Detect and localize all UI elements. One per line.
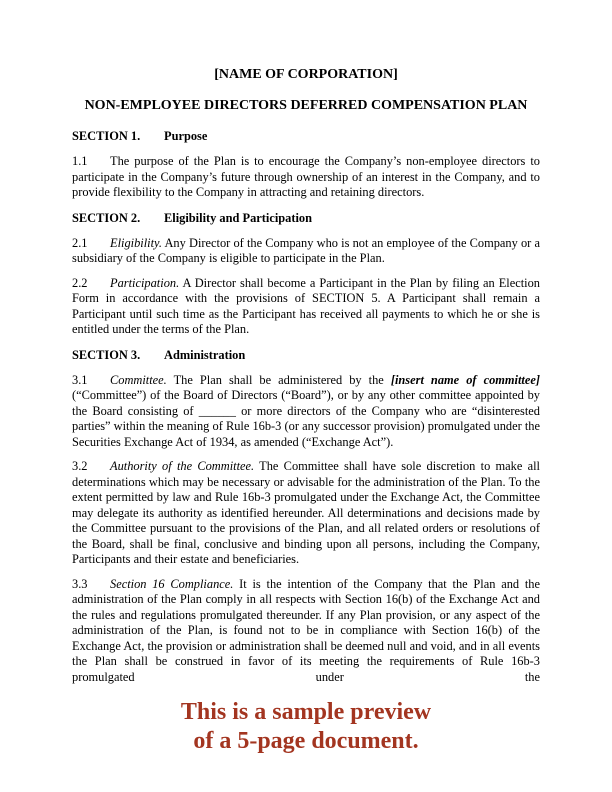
paragraph-2-2-text: A Director shall become a Participant in the Plan by filing an Election Form in accordance with the provisions of SECTION 5. A Participant shall remain a Participant until such time as the Participant has received all payments to which he or she is entitled under the terms of the Plan. [72,275,540,336]
paragraph-3-1-placeholder: [insert name of committee] [390,372,540,387]
paragraph-3-3-number: 3.3 [72,576,88,591]
paragraph-1-1-text: The purpose of the Plan is to encourage the Company’s non-employee directors to participate in the Company’s future through ownership of an interest in the Company, and to provide flexibility to the Company in attracting and retaining directors. [72,154,540,199]
paragraph-3-1 [72,373,540,451]
paragraph-3-3 [72,577,540,686]
paragraph-2-1-number: 2.1 [72,235,88,250]
paragraph-1-1-number: 1.1 [72,154,88,168]
sample-preview-line-2: of a 5-page document. [193,728,419,754]
paragraph-3-2-number: 3.2 [72,459,88,473]
paragraph-2-2 [72,276,540,338]
paragraph-3-3-term: Section 16 Compliance. [110,576,234,591]
sample-preview-notice [72,698,540,756]
plan-title: NON-EMPLOYEE DIRECTORS DEFERRED COMPENSATION PLAN [84,98,528,113]
paragraph-3-3-text: It is the intention of the Company that the Plan and the administration of the Plan comply in all respects with Section 16(b) of the Exchange Act and the rules and regulations promulgated thereunder. If any Plan provision, or any aspect of the administration of the Plan, is found not to be in compliance with Section 16(b) of the Exchange Act, the provision or administration shall be deemed null and void, and in all events the Plan shall be construed in favor of its meeting the requirements of Rule 16b-3 promulgated under the [72,576,540,684]
section-2-title: Eligibility and Participation [164,210,313,225]
paragraph-3-2 [72,459,540,568]
paragraph-2-1-text: Any Director of the Company who is not an employee of the Company or a subsidiary of the Company is eligible to participate in the Plan. [72,235,540,265]
paragraph-3-1-term: Committee. [110,372,167,387]
paragraph-3-1-number: 3.1 [72,372,88,387]
paragraph-3-2-text: The Committee shall have sole discretion to make all determinations which may be necessary or advisable for the administration of the Plan. To the extent permitted by law and Rule 16b-3 promulgated under the Exchange Act, the Committee may delegate its authority as identified hereunder. All determinations and decisions made by the Committee pursuant to the provisions of the Plan, and all related orders or resolutions of the Board, shall be final, conclusive and binding upon all persons, including the Company, Participants and their estate and beneficiaries. [72,459,540,566]
paragraph-2-2-number: 2.2 [72,275,88,290]
section-3-number: SECTION 3. [72,347,141,362]
section-2-number: SECTION 2. [72,210,141,225]
paragraph-2-2-term: Participation. [110,275,180,290]
section-1-number: SECTION 1. [72,129,141,143]
sample-preview-line-1: This is a sample preview [180,699,432,725]
paragraph-3-1-text-a: The Plan shall be administered by the [166,372,391,387]
corporation-name-title: [NAME OF CORPORATION] [214,67,398,82]
paragraph-2-1-term: Eligibility. [110,235,162,250]
section-1-title: Purpose [164,129,208,143]
section-2-heading [72,210,540,226]
paragraph-3-2-term: Authority of the Committee. [110,459,255,473]
section-3-title: Administration [164,347,246,362]
section-1-heading [72,128,540,144]
section-3-heading [72,347,540,363]
paragraph-3-1-text-b: (“Committee”) of the Board of Directors (“Board”), or by any other committee appointed by the Board consisting of ______ or more directors of the Company who are “disinterested parties” within the meaning of Rule 16b-3 (or any successor provision) promulgated under the Securities Exchange Act of 1934, as amended (“Exchange Act”). [72,388,540,449]
paragraph-1-1 [72,154,540,201]
paragraph-2-1 [72,236,540,267]
